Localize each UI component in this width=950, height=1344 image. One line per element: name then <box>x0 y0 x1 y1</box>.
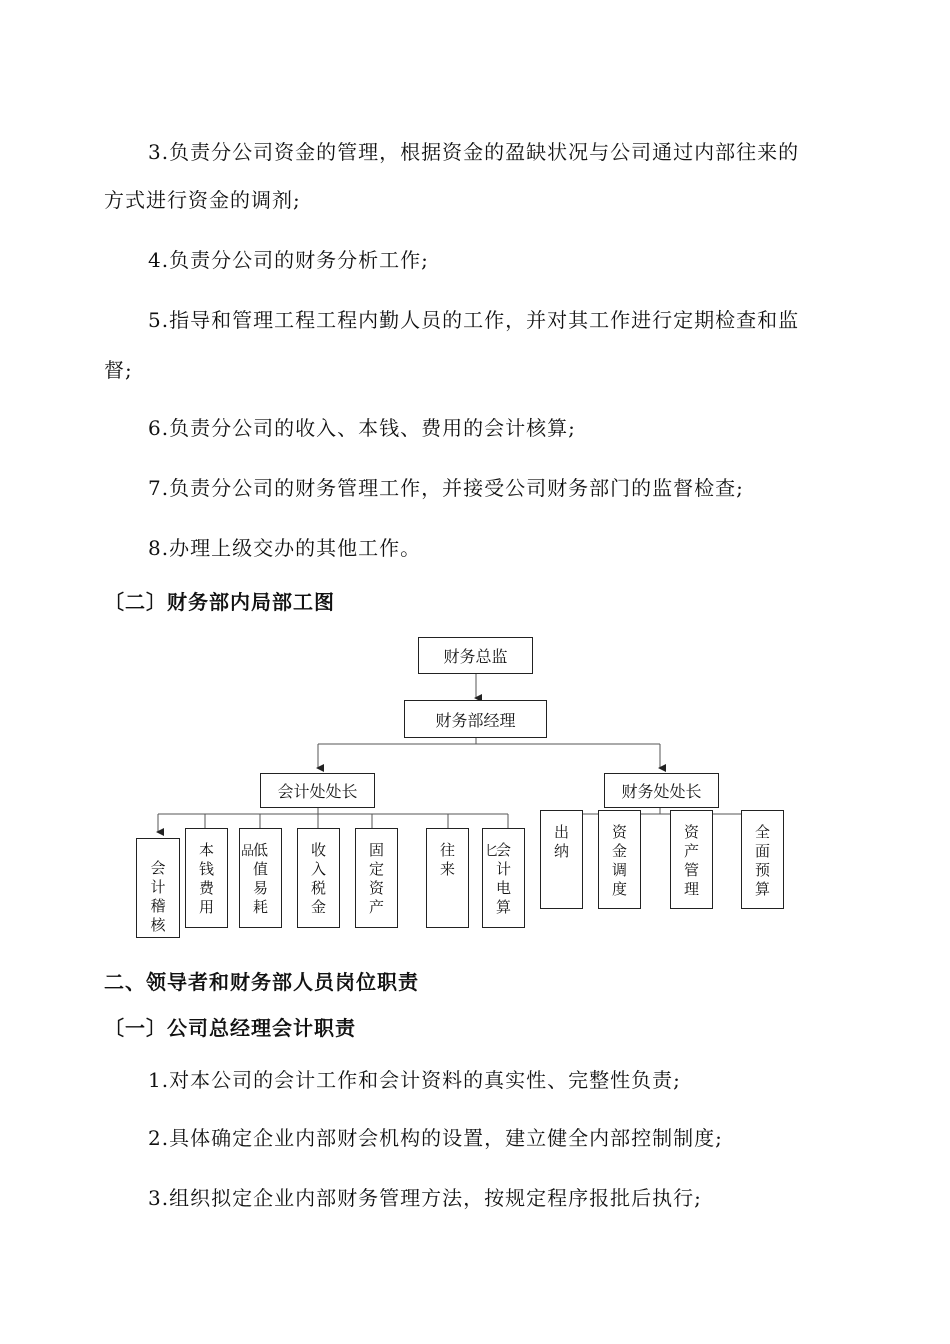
org-text-fragment-2: 匕 <box>485 844 499 859</box>
org-accounting-head: 会计处处长 <box>260 773 375 808</box>
org-unit-revenue-tax: 收入税金 <box>297 828 340 928</box>
item-6: 6.负责分公司的收入、本钱、费用的会计核算; <box>148 416 576 440</box>
chart-heading: 〔二〕财务部内局部工图 <box>104 590 335 614</box>
duty-item-2: 2.具体确定企业内部财会机构的设置，建立健全内部控制制度; <box>148 1126 723 1150</box>
duty-item-3: 3.组织拟定企业内部财务管理方法，按规定程序报批后执行; <box>148 1186 702 1210</box>
item-4: 4.负责分公司的财务分析工作; <box>148 248 429 272</box>
org-unit-budget: 全面预算 <box>741 810 784 909</box>
item-5-line1: 5.指导和管理工程工程内勤人员的工作，并对其工作进行定期检查和监 <box>148 308 800 332</box>
org-unit-consumables: 低值易耗 <box>239 828 282 928</box>
item-7: 7.负责分公司的财务管理工作，并接受公司财务部门的监督检查; <box>148 476 744 500</box>
item-8: 8.办理上级交办的其他工作。 <box>148 536 422 560</box>
org-finance-head: 财务处处长 <box>604 773 719 808</box>
org-unit-cost: 本钱费用 <box>185 828 228 928</box>
org-finance-manager: 财务部经理 <box>404 700 547 738</box>
org-unit-fixed-assets: 固定资产 <box>355 828 398 928</box>
org-top-cfo: 财务总监 <box>418 637 533 674</box>
org-unit-audit: 会计稽核 <box>136 838 180 938</box>
org-unit-receivables: 往来 <box>426 828 469 928</box>
duty-item-1: 1.对本公司的会计工作和会计资料的真实性、完整性负责; <box>148 1068 681 1092</box>
org-unit-fund-dispatch: 资金调度 <box>598 810 641 909</box>
org-unit-computerized: 会计电算 <box>482 828 525 928</box>
subsection-heading: 〔一〕公司总经理会计职责 <box>104 1016 356 1040</box>
item-3-line2: 方式进行资金的调剂; <box>104 188 301 212</box>
org-unit-cashier: 出纳 <box>540 810 583 909</box>
item-5-line2: 督; <box>104 358 133 382</box>
org-unit-asset-management: 资产管理 <box>670 810 713 909</box>
org-text-fragment-1: 品 <box>241 844 255 859</box>
section2-heading: 二、领导者和财务部人员岗位职责 <box>104 970 419 994</box>
item-3-line1: 3.负责分公司资金的管理，根据资金的盈缺状况与公司通过内部往来的 <box>148 140 800 164</box>
